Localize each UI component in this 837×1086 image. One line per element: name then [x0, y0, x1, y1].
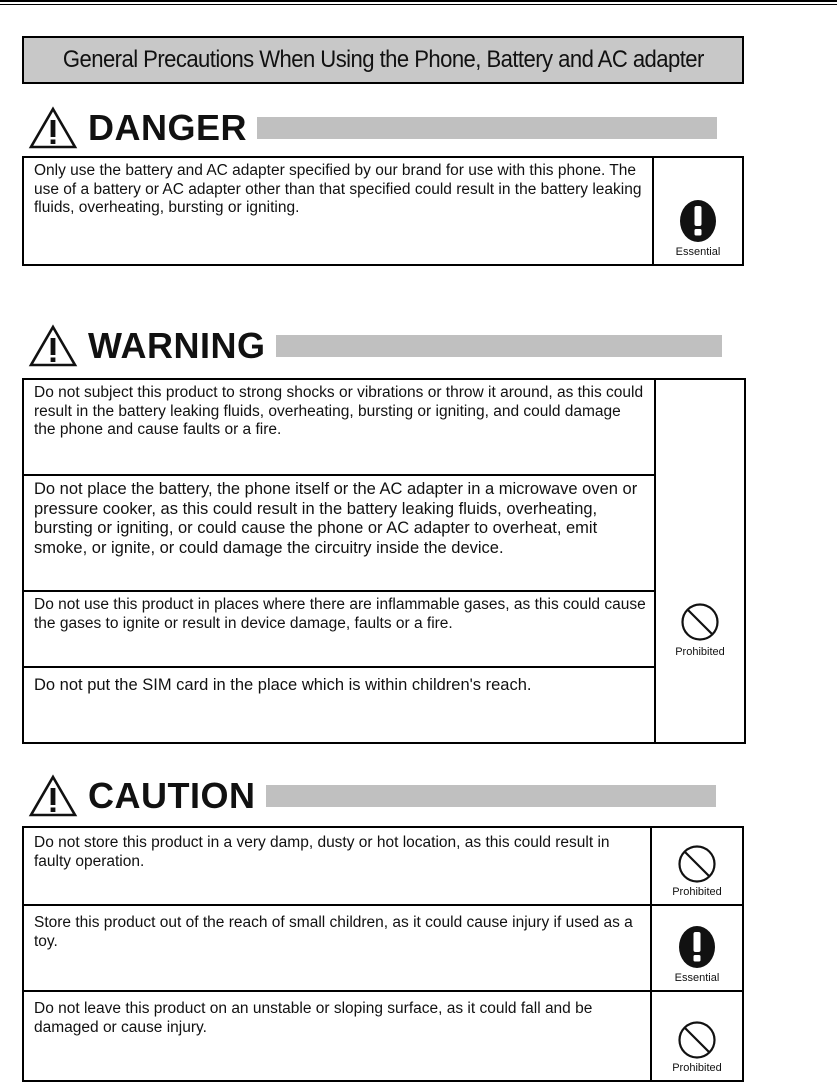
danger-heading	[28, 104, 717, 152]
danger-symbol-label: Essential	[675, 246, 721, 258]
warning-heading	[28, 322, 722, 370]
caution-heading-text: CAUTION	[88, 775, 256, 816]
warning-heading-text: WARNING	[88, 325, 266, 366]
warning-triangle-icon	[28, 324, 78, 368]
caution-item	[24, 906, 742, 992]
prohibited-icon	[677, 1020, 717, 1060]
warning-symbol	[654, 380, 744, 742]
caution-symbol	[650, 992, 742, 1080]
warning-item	[24, 668, 654, 742]
exclamation-icon	[678, 198, 718, 244]
heading-bar	[276, 335, 722, 357]
danger-box	[22, 156, 744, 266]
danger-item-text: Only use the battery and AC adapter specified by our brand for use with this phone. The use of a battery or AC adapter other than that specified could result in the battery leaking fluids, overheating, bursting or igniting.	[34, 162, 642, 216]
caution-item	[24, 992, 742, 1080]
caution-item	[24, 828, 742, 906]
heading-bar	[266, 785, 716, 807]
caution-item-text: Store this product out of the reach of small children, as it could cause injury if used as a toy.	[34, 914, 633, 950]
caution-item-text: Do not store this product in a very damp, dusty or hot location, as this could result in faulty operation.	[34, 834, 610, 870]
section-banner	[22, 36, 744, 84]
prohibited-icon	[677, 844, 717, 884]
warning-triangle-icon	[28, 774, 78, 818]
warning-item	[24, 380, 654, 476]
caution-symbol	[650, 906, 742, 990]
caution-symbol-label: Prohibited	[672, 886, 722, 898]
caution-symbol	[650, 828, 742, 904]
warning-item	[24, 476, 654, 592]
warning-item-text: Do not use this product in places where there are inflammable gases, as this could cause the gases to ignite or result in device damage, faults or a fire.	[34, 596, 646, 632]
warning-box	[22, 378, 746, 744]
caution-symbol-label: Prohibited	[672, 1062, 722, 1074]
heading-bar	[257, 117, 717, 139]
warning-item-text: Do not subject this product to strong shocks or vibrations or throw it around, as this could result in the battery leaking fluids, overheating, bursting or igniting, and could damage the phone and cause faults or a fire.	[34, 384, 644, 438]
warning-symbol-label: Prohibited	[675, 646, 725, 658]
caution-heading	[28, 772, 716, 820]
danger-item	[24, 158, 652, 264]
warning-triangle-icon	[28, 106, 78, 150]
exclamation-icon	[677, 924, 717, 970]
banner-title: General Precautions When Using the Phone, Battery and AC adapter	[62, 46, 704, 73]
warning-item-text: Do not put the SIM card in the place which is within children's reach.	[34, 676, 532, 694]
caution-item-text: Do not leave this product on an unstable or sloping surface, as it could fall and be damaged or cause injury.	[34, 1000, 593, 1036]
warning-item	[24, 592, 654, 668]
danger-heading-text: DANGER	[88, 107, 248, 148]
top-rule	[0, 0, 837, 6]
caution-box	[22, 826, 744, 1082]
warning-item-text: Do not place the battery, the phone itself or the AC adapter in a microwave oven or pressure cooker, as this could result in the battery leaking fluids, overheating, bursting or igniting, or could cause the phone or AC adapter to overheat, emit smoke, or ignite, or could damage the circuitry inside the device.	[34, 480, 638, 557]
caution-symbol-label: Essential	[674, 972, 720, 984]
danger-symbol	[652, 158, 742, 264]
prohibited-icon	[680, 602, 720, 642]
